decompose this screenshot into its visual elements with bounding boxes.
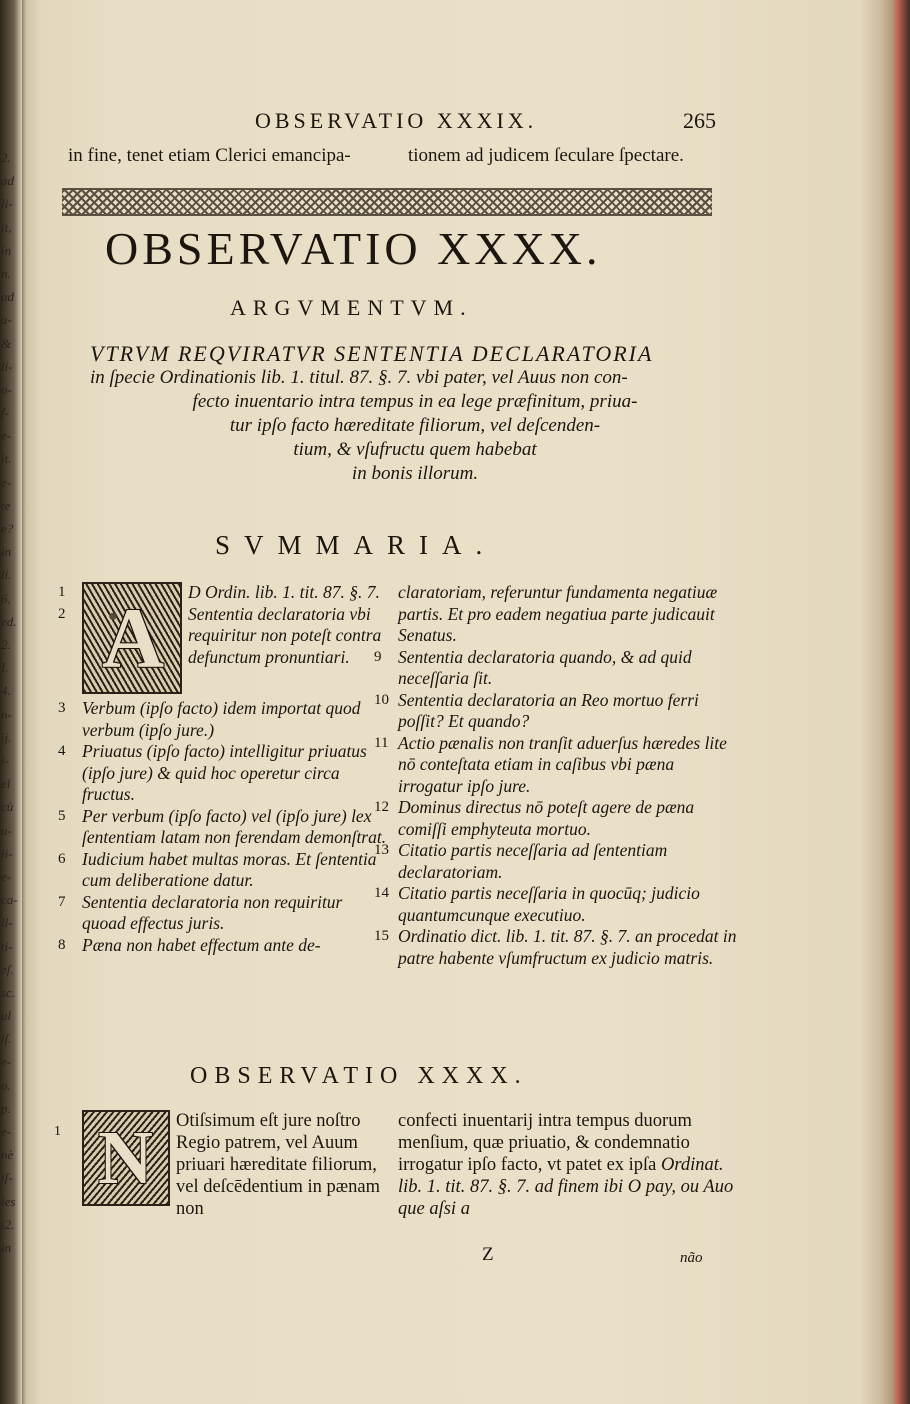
carryover-right: tionem ad judicem ſeculare ſpectare. xyxy=(408,145,684,166)
argument-line: in ſpecie Ordinationis lib. 1. titul. 87. §. 7. vbi pater, vel Auus non con- xyxy=(90,367,628,388)
entry-number: 12 xyxy=(374,799,389,815)
catchword: não xyxy=(680,1250,703,1266)
entry-text: Sententia declaratoria quando, & ad quid neceſſaria ſit. xyxy=(398,646,692,688)
entry-number: 11 xyxy=(374,734,389,751)
facing-page-fragment: li. xyxy=(1,567,12,583)
entry-text: Actio pænalis non tranſit aduerſus hæredes lite nō conteſtata etiam in caſibus vbi pæna irrogatur ipſo jure. xyxy=(398,732,727,796)
facing-page-fragment: ad xyxy=(1,289,14,305)
signature-mark: Z xyxy=(482,1244,496,1265)
entry-text: Verbum (ipſo facto) idem importat quod verbum (ipſo jure.) xyxy=(82,698,361,740)
entry-text: Sententia declaratoria non requiritur quoad effectus juris. xyxy=(82,891,343,933)
summary-entry xyxy=(374,797,738,840)
facing-page-fragment: sc. xyxy=(1,984,16,1000)
entry-number: 8 xyxy=(58,936,66,953)
facing-page-fragment: ul xyxy=(1,1008,12,1024)
facing-page-fragment: u- xyxy=(1,822,12,838)
drop-cap-ornament-icon xyxy=(82,1110,170,1206)
summary-entry xyxy=(374,646,738,690)
entry-number: 2 xyxy=(58,605,66,622)
summary-entry xyxy=(58,698,387,741)
facing-page-fragment: o. xyxy=(1,1077,11,1093)
entry-number: 15 xyxy=(374,928,389,944)
entry-text: Citatio partis neceſſaria in quocūq; judicio quantumcunque executiuo. xyxy=(398,883,700,925)
body-paragraph: Otiſsimum eſt jure noſtro Regio patrem, vel Auum priuari hæreditate filiorum, vel deſcēdentium in pænam non xyxy=(176,1111,380,1219)
summary-entry xyxy=(58,741,387,806)
facing-page-fragment: e- xyxy=(1,868,12,884)
facing-page-fragment: 6, xyxy=(1,590,11,606)
entry-text: Priuatus (ipſo facto) intelligitur priuatus (ipſo jure) & quid hoc operetur circa fructus. xyxy=(82,741,367,804)
summaria-left-column xyxy=(58,582,387,956)
body-text-right xyxy=(398,1110,738,1220)
facing-page-fragment: iſ- xyxy=(1,1170,13,1186)
facing-page-fragment: in xyxy=(1,544,12,560)
argument-heading: ARGVMENTVM. xyxy=(230,295,473,320)
summaria-heading: SVMMARIA. xyxy=(215,530,497,560)
facing-page-fragment: 2. xyxy=(1,150,11,165)
entry-number: 1 xyxy=(58,584,66,600)
facing-page-fragment: iſ. xyxy=(1,1031,12,1047)
left-page-edge xyxy=(0,0,22,1404)
page-number: 265 xyxy=(683,108,716,133)
facing-page-fragment: eſ. xyxy=(1,961,14,977)
entry-number: 7 xyxy=(58,893,66,910)
facing-page-fragment: e- xyxy=(1,1054,12,1070)
drop-cap-letter: N xyxy=(98,1116,153,1200)
body-citation: Ordinat. lib. 1. tit. 87. §. 7. ad finem ibi O pay, ou Auo que aſsi a xyxy=(398,1155,734,1219)
facing-page-fragment: les xyxy=(1,1193,16,1209)
entry-text: Sententia declaratoria vbi requiritur non poteſt contra defunctum pronuntiari. xyxy=(188,603,382,667)
entry-text: Ordinatio dict. lib. 1. tit. 87. §. 7. an procedat in patre habente vſumfructum ex judicio matris. xyxy=(398,926,737,968)
observatio-heading: OBSERVATIO XXXX. xyxy=(190,1063,528,1089)
summary-entry xyxy=(58,582,387,604)
argument-line: fecto inuentario intra tempus in ea lege præfinitum, priua- xyxy=(192,391,638,412)
facing-page-fragment: ſ- xyxy=(1,405,9,421)
facing-page-fragment: & xyxy=(1,335,12,351)
summary-entry xyxy=(58,603,387,669)
right-page xyxy=(30,0,885,1404)
facing-page-fragment: ll- xyxy=(1,915,13,931)
entry-text: Iudicium habet multas moras. Et ſententia cum deliberatione datur. xyxy=(82,848,377,890)
body-text-left xyxy=(82,1110,402,1220)
entry-number: 4 xyxy=(58,743,66,759)
facing-page-fragment: ca- xyxy=(1,892,18,908)
facing-page-fragment: e? xyxy=(1,521,14,537)
drop-cap-letter: A xyxy=(102,590,165,686)
running-head xyxy=(225,108,785,138)
facing-page-fragment: it, xyxy=(1,219,12,235)
entry-number: 3 xyxy=(58,700,66,716)
facing-page-fragment: cù xyxy=(1,799,14,815)
entry-text: claratoriam, referuntur fundamenta negatiuæ partis. Et pro eadem negatiua parte judicauit Senatus. xyxy=(398,582,718,645)
facing-page-fragment: p. xyxy=(1,1100,11,1116)
facing-page-fragment: 4. xyxy=(1,683,11,699)
facing-page-fragment: e- xyxy=(1,1124,12,1140)
argument-line: VTRVM REQVIRATVR SENTENTIA DECLARATORIA xyxy=(90,341,654,366)
entry-number: 9 xyxy=(374,648,382,665)
argument-line: tur ipſo facto hæreditate filiorum, vel deſcenden- xyxy=(229,415,601,436)
argument-line: in bonis illorum. xyxy=(351,463,479,484)
facing-page-fragment: e- xyxy=(1,474,12,490)
facing-page-fragment: ed. xyxy=(1,613,17,629)
facing-page-fragment: i2. xyxy=(1,1216,15,1232)
facing-page-fragment: e- xyxy=(1,428,12,444)
entry-number: 10 xyxy=(374,691,389,708)
facing-page-fragment: 2. xyxy=(1,637,11,653)
summary-entry xyxy=(374,689,738,733)
facing-page-fragment: in xyxy=(1,1240,12,1255)
facing-page-fragment: in xyxy=(1,242,12,258)
summary-entry xyxy=(398,582,738,647)
entry-text: Sententia declaratoria an Reo mortuo ferri poſſit? Et quando? xyxy=(398,689,699,731)
facing-page-fragment: a- xyxy=(1,312,12,328)
facing-page-fragment: ti- xyxy=(1,938,13,954)
facing-page-fragment: el xyxy=(1,776,11,792)
entry-text: Per verbum (ipſo facto) vel (ipſo jure) lex ſententiam latam non ferendam demonſtrat. xyxy=(82,805,387,847)
margin-number: 1 xyxy=(54,1124,61,1139)
entry-number: 14 xyxy=(374,885,389,901)
body-paragraph: confecti inuentarij intra tempus duorum menſium, quæ priuatio, & condemnatio irrogatur ipſo facto, vt patet ex ipſa xyxy=(398,1111,692,1175)
summary-entry xyxy=(374,926,738,969)
facing-page-fragment: ad xyxy=(1,173,14,189)
summaria-right-column xyxy=(374,582,738,969)
facing-page-fragment: n. xyxy=(1,265,11,281)
ornamental-band xyxy=(62,188,712,216)
entry-text: Dominus directus nō poteſt agere de pæna comiſſi emphyteuta mortuo. xyxy=(398,797,695,839)
entry-number: 13 xyxy=(374,842,389,858)
entry-text: Pæna non habet effectum ante de- xyxy=(82,934,321,955)
argument-text xyxy=(90,342,740,486)
facing-page-fragment: nè xyxy=(1,1147,14,1163)
summary-entry xyxy=(374,732,738,798)
facing-page-fragment: li- xyxy=(1,196,13,212)
facing-page-fragment: I. xyxy=(1,660,9,676)
argument-line: tium, & vſufructu quem habebat xyxy=(293,439,537,460)
running-title: OBSERVATIO XXXIX. xyxy=(255,108,538,133)
facing-page-fragment: ij. xyxy=(1,729,12,745)
chapter-title: OBSERVATIO XXXX. xyxy=(105,223,602,274)
entry-number: 6 xyxy=(58,850,66,867)
facing-page-fragment: li- xyxy=(1,845,13,861)
entry-number: 5 xyxy=(58,807,66,824)
entry-text: Citatio partis neceſſaria ad ſententiam declaratoriam. xyxy=(398,840,668,882)
entry-text: D Ordin. lib. 1. tit. 87. §. 7. xyxy=(188,582,380,602)
facing-page-fragment: i- xyxy=(1,752,9,768)
carryover-left: in fine, tenet etiam Clerici emancipa- xyxy=(68,145,351,166)
facing-page-fragment: it. xyxy=(1,451,12,467)
facing-page-fragment: n- xyxy=(1,706,12,722)
facing-page-fragment: o- xyxy=(1,381,12,397)
facing-page-fragment: te xyxy=(1,497,11,513)
facing-page-fragment: li- xyxy=(1,358,13,374)
summary-entry xyxy=(374,883,738,926)
summary-entry xyxy=(374,840,738,883)
